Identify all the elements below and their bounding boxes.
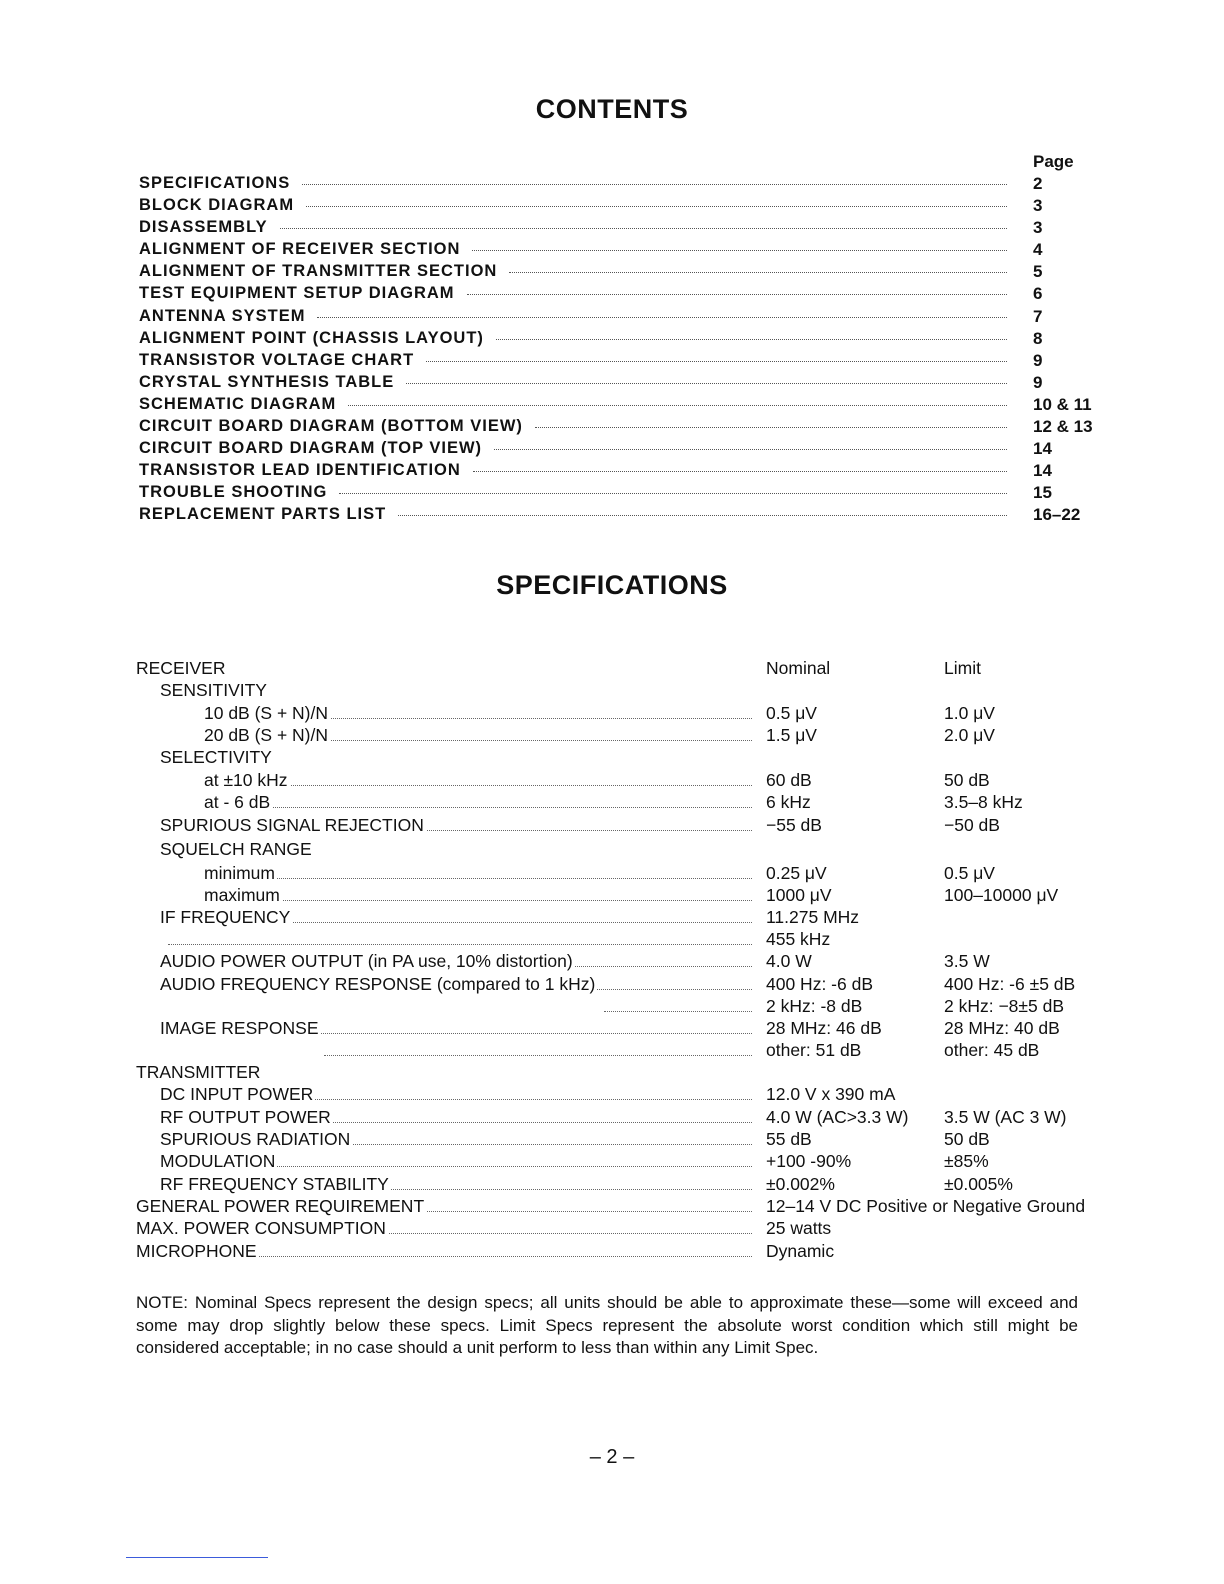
spec-row bbox=[136, 1151, 1096, 1173]
toc-leader-dots bbox=[535, 427, 1007, 428]
toc-item-label: TRANSISTOR LEAD IDENTIFICATION bbox=[139, 461, 461, 480]
spec-row bbox=[136, 1241, 1096, 1263]
spec-nominal-value: 1000 μV bbox=[766, 885, 832, 905]
spec-label: GENERAL POWER REQUIREMENT bbox=[136, 1196, 425, 1216]
spec-label: AUDIO POWER OUTPUT (in PA use, 10% distortion) bbox=[160, 951, 573, 971]
toc-leader-dots bbox=[509, 272, 1007, 273]
toc-leader-dots bbox=[348, 405, 1007, 406]
spec-limit-value: 400 Hz: -6 ±5 dB bbox=[944, 974, 1076, 994]
spec-row bbox=[136, 1196, 1096, 1218]
spec-nominal-value: 2 kHz: -8 dB bbox=[766, 996, 863, 1016]
spec-label: DC INPUT POWER bbox=[160, 1084, 314, 1104]
spec-row bbox=[136, 815, 1096, 837]
spec-label: at ±10 kHz bbox=[204, 770, 288, 790]
spec-limit-value: 50 dB bbox=[944, 770, 990, 790]
spec-row bbox=[136, 792, 1096, 814]
spec-limit-value: 3.5 W bbox=[944, 951, 990, 971]
toc-item-label: SCHEMATIC DIAGRAM bbox=[139, 394, 337, 413]
toc-leader-dots bbox=[306, 206, 1007, 207]
toc-item bbox=[139, 395, 1099, 417]
spec-label: MICROPHONE bbox=[136, 1241, 257, 1261]
spec-label: at - 6 dB bbox=[204, 792, 271, 812]
spec-limit-value: 3.5 W (AC 3 W) bbox=[944, 1107, 1067, 1127]
spec-leader-dots bbox=[212, 807, 752, 808]
spec-row bbox=[136, 1174, 1096, 1196]
spec-nominal-value: 12–14 V DC Positive or Negative Ground bbox=[766, 1196, 1086, 1216]
toc-item-label: ALIGNMENT POINT (CHASSIS LAYOUT) bbox=[139, 328, 484, 347]
toc-page-header: Page bbox=[1033, 152, 1074, 171]
spec-label: MODULATION bbox=[160, 1151, 276, 1171]
toc-leader-dots bbox=[473, 471, 1007, 472]
toc-item bbox=[139, 373, 1099, 395]
spec-row bbox=[136, 1062, 1096, 1084]
spec-nominal-value: 11.275 MHz bbox=[766, 907, 860, 927]
page-number: – 2 – bbox=[589, 1446, 635, 1468]
spec-row bbox=[136, 770, 1096, 792]
toc-item bbox=[139, 483, 1099, 505]
toc-item-page: 15 bbox=[1033, 483, 1052, 503]
spec-nominal-value: 28 MHz: 46 dB bbox=[766, 1018, 882, 1038]
spec-label: 10 dB (S + N)/N bbox=[204, 703, 329, 723]
spec-row bbox=[136, 658, 1096, 680]
spec-row bbox=[136, 1129, 1096, 1151]
spec-nominal-value: +100 -90% bbox=[766, 1151, 852, 1171]
spec-nominal-value: other: 51 dB bbox=[766, 1040, 862, 1060]
limit-column-header: Limit bbox=[944, 658, 981, 678]
toc-item-page: 14 bbox=[1033, 461, 1052, 481]
spec-row bbox=[136, 1018, 1096, 1040]
spec-label: 20 dB (S + N)/N bbox=[204, 725, 329, 745]
toc-leader-dots bbox=[467, 294, 1007, 295]
spec-label: RECEIVER bbox=[136, 658, 226, 678]
specifications-title: SPECIFICATIONS bbox=[496, 570, 728, 600]
toc-leader-dots bbox=[302, 184, 1007, 185]
toc-leader-dots bbox=[496, 339, 1007, 340]
spec-label: maximum bbox=[204, 885, 280, 905]
spec-limit-value: 100–10000 μV bbox=[944, 885, 1059, 905]
spec-limit-value: 2.0 μV bbox=[944, 725, 995, 745]
spec-nominal-value: 400 Hz: -6 dB bbox=[766, 974, 873, 994]
toc-item-label: REPLACEMENT PARTS LIST bbox=[139, 505, 387, 524]
toc-item bbox=[139, 196, 1099, 218]
toc-item-label: CRYSTAL SYNTHESIS TABLE bbox=[139, 372, 395, 391]
toc-item-label: TROUBLE SHOOTING bbox=[139, 483, 328, 502]
toc-item-page: 12 & 13 bbox=[1033, 417, 1093, 437]
spec-row bbox=[136, 1107, 1096, 1129]
spec-nominal-value: ±0.002% bbox=[766, 1174, 835, 1194]
spec-limit-value: −50 dB bbox=[944, 815, 1000, 835]
spec-nominal-value: 4.0 W (AC>3.3 W) bbox=[766, 1107, 909, 1127]
toc-leader-dots bbox=[280, 228, 1007, 229]
note-paragraph: NOTE: Nominal Specs represent the design specs; all units should be able to approximate these—some will exceed and some may drop slightly below these specs. Limit Specs represent the absolute worst condition which still might be considered acceptable; in no case should a unit perform to less than within any Limit Spec. bbox=[136, 1293, 1078, 1357]
toc-item bbox=[139, 218, 1099, 240]
spec-limit-value: 50 dB bbox=[944, 1129, 990, 1149]
toc-item-label: DISASSEMBLY bbox=[139, 218, 268, 237]
spec-row bbox=[136, 929, 1096, 951]
spec-row bbox=[136, 1218, 1096, 1240]
spec-nominal-value: Dynamic bbox=[766, 1241, 835, 1261]
spec-nominal-value: 0.5 μV bbox=[766, 703, 817, 723]
toc-item-label: TEST EQUIPMENT SETUP DIAGRAM bbox=[139, 284, 455, 303]
toc-item bbox=[139, 329, 1099, 351]
spec-row bbox=[136, 839, 1096, 861]
toc-item-page: 14 bbox=[1033, 439, 1052, 459]
toc-item-label: ALIGNMENT OF TRANSMITTER SECTION bbox=[139, 262, 498, 281]
toc-item-page: 8 bbox=[1033, 328, 1043, 348]
spec-row bbox=[136, 863, 1096, 885]
nominal-column-header: Nominal bbox=[766, 658, 831, 678]
spec-nominal-value: 0.25 μV bbox=[766, 863, 827, 883]
spec-row bbox=[136, 907, 1096, 929]
footer-rule bbox=[126, 1557, 268, 1558]
spec-row bbox=[136, 974, 1096, 996]
spec-limit-value: 1.0 μV bbox=[944, 703, 995, 723]
toc-leader-dots bbox=[398, 515, 1007, 516]
spec-label: MAX. POWER CONSUMPTION bbox=[136, 1218, 386, 1238]
spec-label: minimum bbox=[204, 863, 275, 883]
spec-label: SPURIOUS SIGNAL REJECTION bbox=[160, 815, 424, 835]
spec-nominal-value: 55 dB bbox=[766, 1129, 812, 1149]
toc-item bbox=[139, 307, 1099, 329]
toc-item-label: ALIGNMENT OF RECEIVER SECTION bbox=[139, 240, 461, 259]
spec-nominal-value: 25 watts bbox=[766, 1218, 832, 1238]
spec-nominal-value: 12.0 V x 390 mA bbox=[766, 1084, 896, 1104]
toc-leader-dots bbox=[339, 493, 1007, 494]
spec-label: IMAGE RESPONSE bbox=[160, 1018, 319, 1038]
toc-item-page: 6 bbox=[1033, 284, 1043, 304]
toc-item bbox=[139, 240, 1099, 262]
spec-row bbox=[136, 747, 1096, 769]
toc-item-page: 16–22 bbox=[1033, 505, 1081, 525]
spec-limit-value: other: 45 dB bbox=[944, 1040, 1040, 1060]
toc-item bbox=[139, 439, 1099, 461]
spec-nominal-value: −55 dB bbox=[766, 815, 822, 835]
contents-title: CONTENTS bbox=[535, 94, 689, 124]
toc-item-page: 5 bbox=[1033, 262, 1043, 282]
toc-item bbox=[139, 505, 1099, 527]
toc-item bbox=[139, 262, 1099, 284]
spec-leader-dots bbox=[324, 1055, 752, 1056]
toc-item bbox=[139, 417, 1099, 439]
toc-item-label: CIRCUIT BOARD DIAGRAM (BOTTOM VIEW) bbox=[139, 417, 523, 436]
spec-nominal-value: 1.5 μV bbox=[766, 725, 817, 745]
spec-label: AUDIO FREQUENCY RESPONSE (compared to 1 kHz) bbox=[160, 974, 596, 994]
spec-label: IF FREQUENCY bbox=[160, 907, 291, 927]
toc-leader-dots bbox=[426, 361, 1007, 362]
toc-item-page: 10 & 11 bbox=[1033, 394, 1092, 414]
toc-item-page: 3 bbox=[1033, 196, 1043, 216]
toc-leader-dots bbox=[317, 317, 1007, 318]
toc-item bbox=[139, 284, 1099, 306]
spec-nominal-value: 6 kHz bbox=[766, 792, 811, 812]
spec-row bbox=[136, 996, 1096, 1018]
spec-limit-value: 3.5–8 kHz bbox=[944, 792, 1023, 812]
toc-item-label: SPECIFICATIONS bbox=[139, 174, 291, 192]
spec-label: TRANSMITTER bbox=[136, 1062, 261, 1082]
toc-leader-dots bbox=[494, 449, 1007, 450]
spec-row bbox=[136, 951, 1096, 973]
spec-label: SQUELCH RANGE bbox=[160, 839, 312, 859]
spec-limit-value: 2 kHz: −8±5 dB bbox=[944, 996, 1065, 1016]
toc-item-label: ANTENNA SYSTEM bbox=[139, 306, 306, 325]
spec-limit-value: ±85% bbox=[944, 1151, 989, 1171]
spec-row bbox=[136, 885, 1096, 907]
toc-item-page: 3 bbox=[1033, 218, 1043, 238]
spec-row bbox=[136, 680, 1096, 702]
toc-item-page: 4 bbox=[1033, 240, 1043, 260]
spec-nominal-value: 4.0 W bbox=[766, 951, 812, 971]
spec-leader-dots bbox=[212, 785, 752, 786]
spec-leader-dots bbox=[604, 1011, 752, 1012]
spec-label: SELECTIVITY bbox=[160, 747, 272, 767]
toc-leader-dots bbox=[406, 383, 1007, 384]
spec-nominal-value: 455 kHz bbox=[766, 929, 831, 949]
spec-leader-dots bbox=[212, 900, 752, 901]
toc-item bbox=[139, 351, 1099, 373]
toc-item-page: 2 bbox=[1033, 174, 1043, 193]
toc-item-label: BLOCK DIAGRAM bbox=[139, 196, 295, 215]
spec-label: SPURIOUS RADIATION bbox=[160, 1129, 351, 1149]
spec-leader-dots bbox=[168, 944, 752, 945]
spec-label: RF OUTPUT POWER bbox=[160, 1107, 331, 1127]
toc-item bbox=[139, 174, 1099, 196]
toc-item-page: 7 bbox=[1033, 306, 1043, 326]
spec-row bbox=[136, 703, 1096, 725]
spec-row bbox=[136, 1084, 1096, 1106]
spec-label: RF FREQUENCY STABILITY bbox=[160, 1174, 389, 1194]
toc-leader-dots bbox=[472, 250, 1007, 251]
toc-item-page: 9 bbox=[1033, 350, 1043, 370]
spec-label: SENSITIVITY bbox=[160, 680, 267, 700]
toc-item bbox=[139, 461, 1099, 483]
toc-item-label: CIRCUIT BOARD DIAGRAM (TOP VIEW) bbox=[139, 439, 483, 458]
toc-item-page: 9 bbox=[1033, 372, 1043, 392]
toc-item-label: TRANSISTOR VOLTAGE CHART bbox=[139, 350, 415, 369]
toc-list bbox=[139, 174, 1099, 528]
spec-row bbox=[136, 1040, 1096, 1062]
spec-row bbox=[136, 725, 1096, 747]
spec-limit-value: 0.5 μV bbox=[944, 863, 995, 883]
spec-nominal-value: 60 dB bbox=[766, 770, 812, 790]
spec-leader-dots bbox=[212, 878, 752, 879]
spec-limit-value: 28 MHz: 40 dB bbox=[944, 1018, 1060, 1038]
spec-limit-value: ±0.005% bbox=[944, 1174, 1013, 1194]
